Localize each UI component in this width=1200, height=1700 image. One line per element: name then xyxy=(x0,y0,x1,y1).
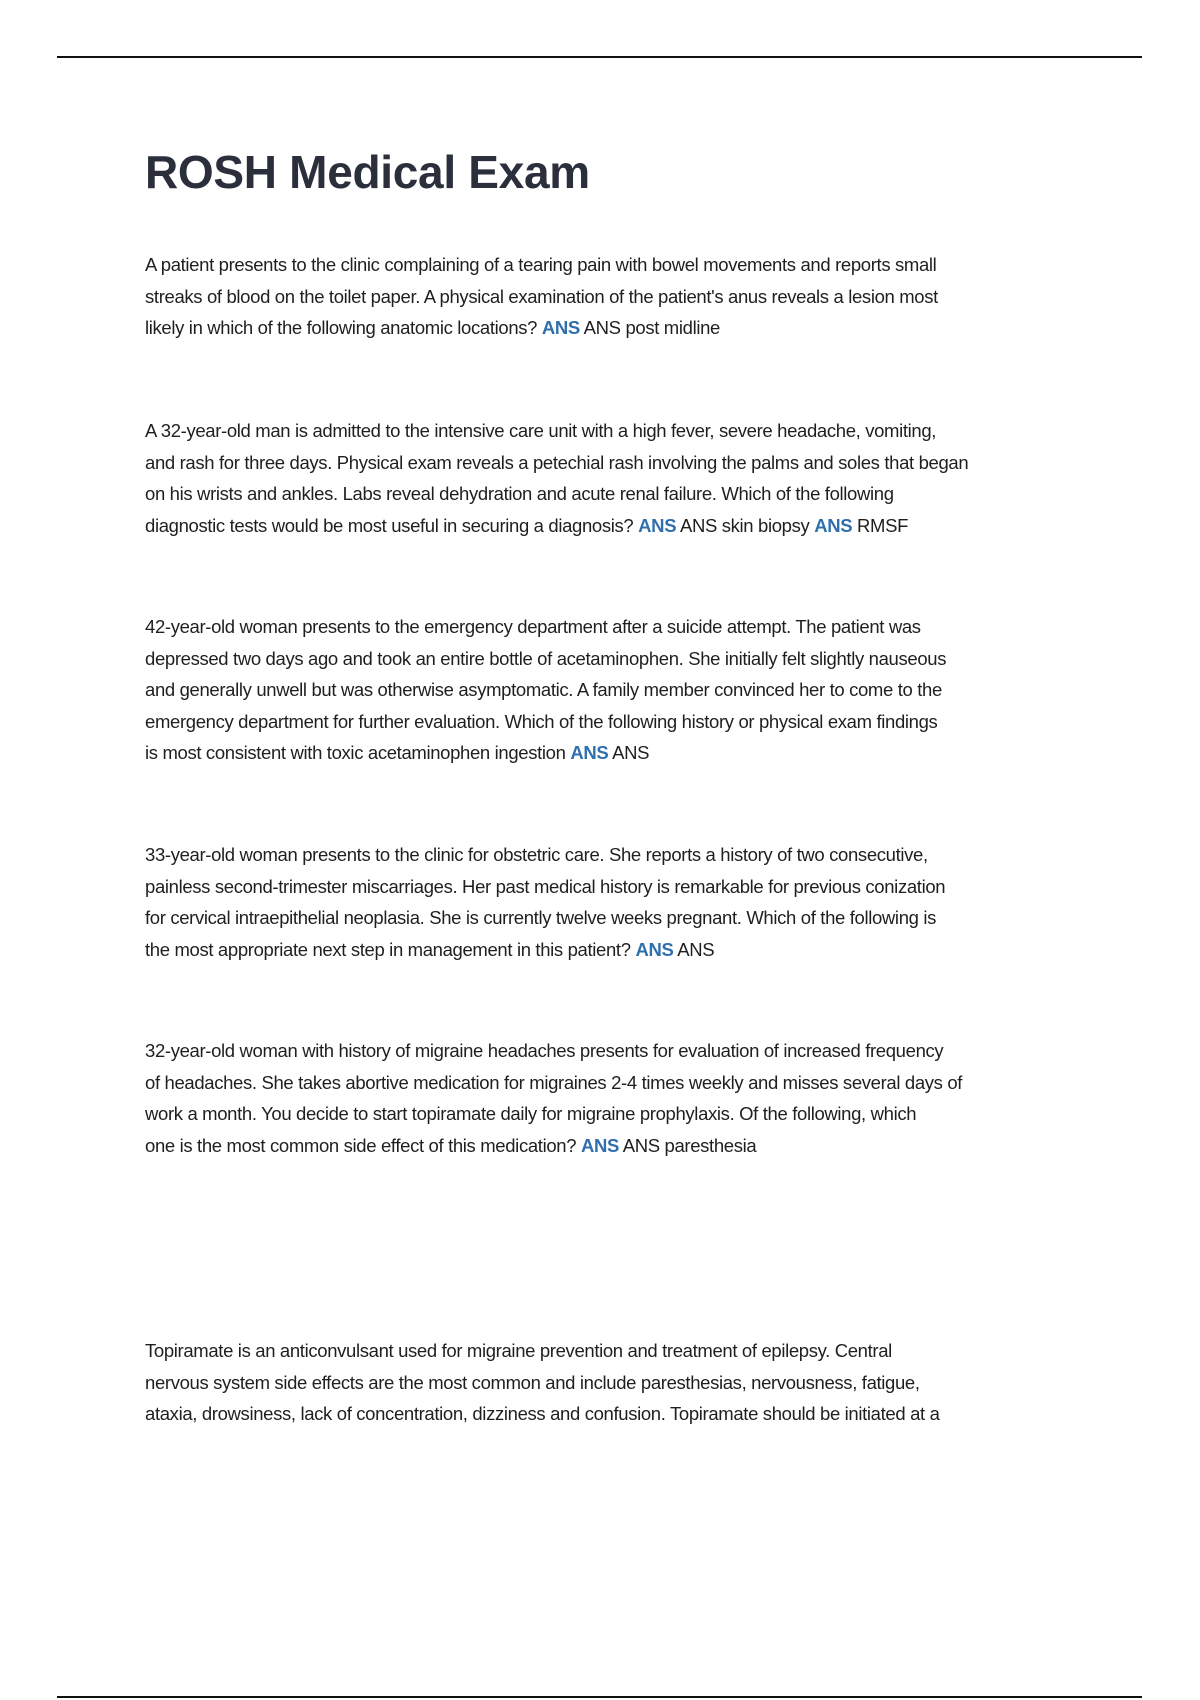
text-line: emergency department for further evaluation. Which of the following history or physical exam findings xyxy=(145,710,938,732)
text-line: 32-year-old woman with history of migraine headaches presents for evaluation of increased frequency xyxy=(145,1040,944,1061)
text-segment: ANS skin biopsy xyxy=(676,514,815,536)
text-line: painless second-trimester miscarriages. Her past medical history is remarkable for previous conization xyxy=(145,875,946,897)
text-segment: ANS paresthesia xyxy=(618,1134,757,1156)
header-rule xyxy=(57,56,1142,58)
question-paragraph xyxy=(145,839,1105,965)
answer-label: ANS xyxy=(814,514,853,536)
question-paragraph xyxy=(145,1335,1105,1430)
answer-label: ANS xyxy=(638,514,677,536)
text-line xyxy=(145,312,1105,344)
text-line: for cervical intraepithelial neoplasia. She is currently twelve weeks pregnant. Which of the following is xyxy=(145,907,937,928)
text-line: and rash for three days. Physical exam reveals a petechial rash involving the palms and soles that began xyxy=(145,451,969,473)
text-line xyxy=(145,737,1105,769)
page-title: ROSH Medical Exam xyxy=(145,146,590,198)
answer-label: ANS xyxy=(635,938,674,960)
question-paragraph xyxy=(145,249,1105,344)
text-segment: one is the most common side effect of this medication? xyxy=(145,1134,581,1156)
text-line xyxy=(145,934,1105,966)
text-line: A 32-year-old man is admitted to the intensive care unit with a high fever, severe headache, vomiting, xyxy=(145,420,937,441)
text-segment: ANS xyxy=(608,742,650,763)
text-line: 42-year-old woman presents to the emergency department after a suicide attempt. The patient was xyxy=(145,616,921,637)
text-segment: ANS xyxy=(673,938,715,960)
text-segment: the most appropriate next step in management in this patient? xyxy=(145,938,636,960)
question-paragraph xyxy=(145,415,1105,541)
text-segment: likely in which of the following anatomic locations? xyxy=(145,317,542,338)
question-paragraph xyxy=(145,1035,1105,1161)
text-line: depressed two days ago and took an entire bottle of acetaminophen. She initially felt slightly nauseous xyxy=(145,647,947,669)
text-segment: is most consistent with toxic acetaminophen ingestion xyxy=(145,742,571,763)
text-line: nervous system side effects are the most common and include paresthesias, nervousness, fatigue, xyxy=(145,1371,920,1393)
text-segment: RMSF xyxy=(852,514,909,536)
footer-rule xyxy=(57,1696,1142,1698)
text-line: streaks of blood on the toilet paper. A physical examination of the patient's anus reveals a lesion most xyxy=(145,285,938,307)
text-line: work a month. You decide to start topiramate daily for migraine prophylaxis. Of the following, which xyxy=(145,1103,917,1124)
text-line xyxy=(145,510,1105,542)
text-line: 33-year-old woman presents to the clinic for obstetric care. She reports a history of two consecutive, xyxy=(145,844,928,865)
text-line: Topiramate is an anticonvulsant used for migraine prevention and treatment of epilepsy. Central xyxy=(145,1340,892,1361)
answer-label: ANS xyxy=(570,742,609,763)
text-segment: ANS post midline xyxy=(579,317,720,338)
question-paragraph xyxy=(145,611,1105,769)
text-line: and generally unwell but was otherwise asymptomatic. A family member convinced her to come to the xyxy=(145,679,942,700)
answer-label: ANS xyxy=(541,317,580,338)
text-line: ataxia, drowsiness, lack of concentration, dizziness and confusion. Topiramate should be initiated at a xyxy=(145,1403,940,1424)
text-line: A patient presents to the clinic complaining of a tearing pain with bowel movements and reports small xyxy=(145,254,937,275)
answer-label: ANS xyxy=(580,1134,619,1156)
text-line: on his wrists and ankles. Labs reveal dehydration and acute renal failure. Which of the following xyxy=(145,483,894,504)
text-line xyxy=(145,1130,1105,1162)
text-line: of headaches. She takes abortive medication for migraines 2-4 times weekly and misses several days of xyxy=(145,1071,963,1093)
text-segment: diagnostic tests would be most useful in securing a diagnosis? xyxy=(145,514,639,536)
